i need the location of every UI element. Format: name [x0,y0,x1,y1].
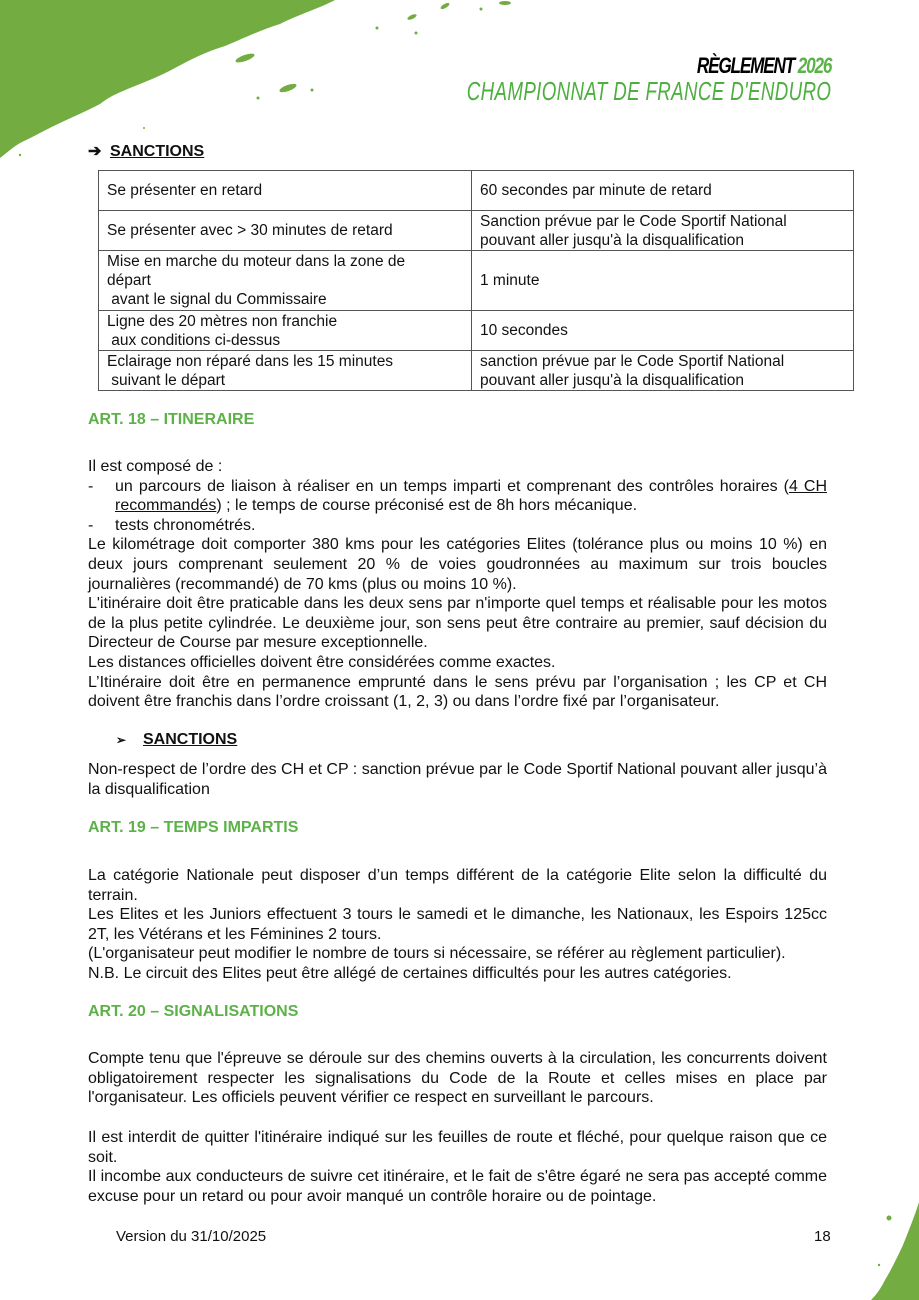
article-20-paragraph-1: Compte tenu que l'épreuve se déroule sur des chemins ouverts à la circulation, les concurrents doivent obligatoirement respecter les signalisations du Code de la Route et celles mises en place par l'organisateur. Les officiels peuvent vérifier ce respect en surveillant le parcours. [88,1050,827,1107]
table-row [99,171,854,211]
paragraph: Le kilométrage doit comporter 380 kms pour les catégories Elites (tolérance plus ou moins 10 %) en deux jours comprenant seulement 20 % de voies goudronnées au maximum sur trois boucles journalières (recommandé) de 70 kms (plus ou moins 10 %). [88,536,827,593]
sanctions-heading-2: ➢ SANCTIONS [116,731,238,748]
sanction-cell: 60 secondes par minute de retard [472,171,854,211]
intro-text: Il est composé de : [88,458,223,475]
infraction-cell: Se présenter en retard [99,171,472,211]
green-splash-decoration-bottom [849,1190,919,1300]
infraction-cell: Se présenter avec > 30 minutes de retard [99,211,472,251]
paragraph: Les distances officielles doivent être considérées comme exactes. [88,653,556,671]
infraction-cell: Ligne des 20 mètres non franchie aux conditions ci-dessus [99,311,472,351]
table-row [99,211,854,251]
paragraph: Il est interdit de quitter l'itinéraire indiqué sur les feuilles de route et fléché, pour quelque raison que ce soit. [88,1129,827,1166]
sanction-cell: sanction prévue par le Code Sportif National pouvant aller jusqu'à la disqualification [472,351,854,391]
table-row [99,351,854,391]
paragraph: (L'organisateur peut modifier le nombre de tours si nécessaire, se référer au règlement particulier). [88,945,786,963]
underlined-text: 4 CH recommandés [115,477,827,515]
arrowhead-bullet-icon: ➢ [116,733,127,747]
page-number: 18 [814,1228,831,1245]
paragraph: L'itinéraire doit être praticable dans les deux sens par n'importe quel temps et réalisable pour les motos de la plus petite cylindrée. Le deuxième jour, son sens peut être contraire au premier, sauf décision du Directeur de Course par mesure exceptionnelle. [88,595,827,652]
list-item: - tests chronométrés. [88,516,256,534]
infraction-cell: Eclairage non réparé dans les 15 minutes suivant le départ [99,351,472,391]
article-18-title: ART. 18 – ITINERAIRE [88,411,255,428]
table-row [99,251,854,311]
version-date: Version du 31/10/2025 [116,1228,267,1245]
sanction-cell: 10 secondes [472,311,854,351]
arrow-right-icon: ➔ [88,143,102,160]
sanctions-table [98,170,854,391]
sanctions-2-text: Non-respect de l’ordre des CH et CP : sanction prévue par le Code Sportif National pouvant aller jusqu’à la disqualification [88,761,827,798]
paragraph: N.B. Le circuit des Elites peut être allégé de certaines difficultés pour les autres catégories. [88,964,732,982]
sanction-cell: 1 minute [472,251,854,311]
article-18-body [88,457,827,712]
paragraph: Les Elites et les Juniors effectuent 3 tours le samedi et le dimanche, les Nationaux, les Espoirs 125cc 2T, les Vétérans et les Féminines 2 tours. [88,906,827,943]
infraction-cell: Mise en marche du moteur dans la zone de départ avant le signal du Commissaire [99,251,472,311]
table-row [99,311,854,351]
paragraph: L’Itinéraire doit être en permanence emprunté dans le sens prévu par l’organisation ; les CP et CH doivent être franchis dans l’ordre croissant (1, 2, 3) ou dans l’ordre fixé par l’organisateur. [88,673,827,711]
document-header [325,55,831,104]
championship-title: CHAMPIONNAT DE FRANCE D'ENDURO [466,76,831,106]
reglement-title: RÈGLEMENT 2026 [696,53,831,78]
sanction-cell: Sanction prévue par le Code Sportif National pouvant aller jusqu'à la disqualification [472,211,854,251]
article-19-body [88,866,827,984]
list-item: - un parcours de liaison à réaliser en un temps imparti et comprenant des contrôles horaires (4 CH recommandés) ; le temps de course préconisé est de 8h hors mécanique. [88,477,827,515]
sanctions-heading: ➔ SANCTIONS [88,143,205,160]
article-20-title: ART. 20 – SIGNALISATIONS [88,1003,299,1020]
article-19-title: ART. 19 – TEMPS IMPARTIS [88,819,299,836]
article-20-body [88,1128,827,1206]
paragraph: Il incombe aux conducteurs de suivre cet itinéraire, et le fait de s'être égaré ne sera pas accepté comme excuse pour un retard ou pour avoir manqué un contrôle horaire ou de pointage. [88,1168,827,1205]
paragraph: La catégorie Nationale peut disposer d’un temps différent de la catégorie Elite selon la difficulté du terrain. [88,867,827,904]
